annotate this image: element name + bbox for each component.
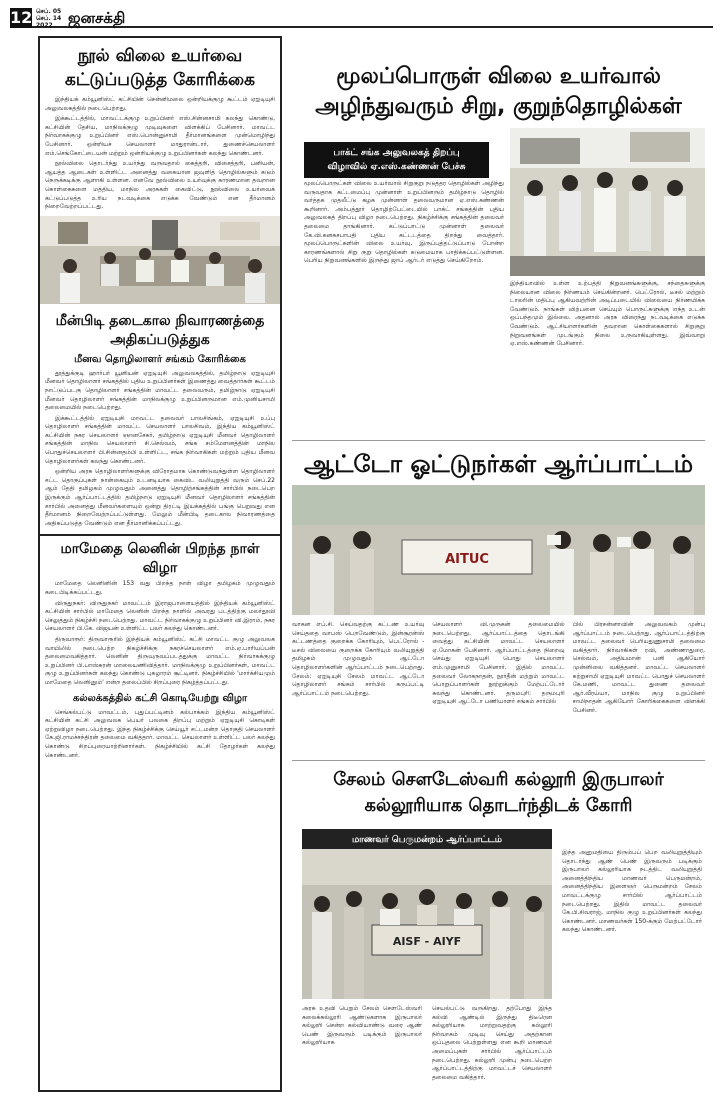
meeting-photo xyxy=(40,216,280,304)
divider xyxy=(40,534,280,536)
subheadline-tag: மாணவர் பெருமன்றம் ஆர்ப்பாட்டம் xyxy=(302,829,552,851)
svg-text:AITUC: AITUC xyxy=(445,552,489,567)
article-body: வாகன எப்.சி. செய்வதற்கு கட்டண உயர்வு செய்ததை வாபஸ் பெறவேண்டும், இன்சூரன்ஸ் கட்டணத்தை குறைக்க கோரியும், பெட்ரோல் - டீசல் விலையை குறைக்க கோரியும் வலியுறுத்தி தமிழகம் முழுவதும் ஆட்டோ தொழிலாளர்களின் ஆர்ப்பாட்டம் நடைபெற்றது. சேலம்: ஏஐடியுசி சேலம் மாவட்ட ஆட்டோ தொழிலாளர் சங்கம் சார்பில் கருப்பட்டி ஆர்ப்பாட்டம் நடைபெற்றது. செயலாளர் வி.முருகன் தலைமையில் நடைபெற்றது. ஆர்ப்பாட்டத்தை தொடங்கி வைத்து கட்சியின் மாவட்ட செயலாளர் ஏ.மோகன் பேசினார். ஆர்ப்பாட்டத்தை நிறைவு செய்து ஏஐடியுசி பொது செயலாளர் எம்.முனுசாமி பேசினார். இதில் மாவட்ட தலைவர் லோகநாதன், நூர்தீன் மற்றும் மாவட்ட பொறுப்பாளர்கள் நூற்றுக்கும் மேற்பட்டோர் கலந்து கொண்டனர். தருமபுரி: தருமபுரி ஏஐடியுசி ஆட்டோ பணியாளர் சங்கம் சார்பில் பில் பிரசன்னாவின் அலுவலகம் முன்பு ஆர்ப்பாட்டம் நடைபெற்றது. ஆர்ப்பாட்டத்திற்கு மாவட்ட தலைவர் பெரியதுணுசாமி தலைமை வகித்தார். நிர்வாகிகள் ரவி, அண்ணாதுரை, செல்வம், அதியமான் பனி ஆகியோர் முன்னிலை வகித்தனர். மாவட்ட செயலாளர் சுற்றுசாமி ஏஐடியுசி மாவட்ட பொதுச் செயலாளர் கே.மணி, மாவட்ட துணை தலைவர் ஆர்.வீரய்யா, மாநில குழு உறுப்பினர் சாமிநாதன் ஆகியோர் கோரிக்கைகளை விளக்கி பேசினர். xyxy=(292,621,705,714)
headline: மூலப்பொருள் விலை உயர்வால் அழிந்துவரும் சிறு, குறுந்தொழில்கள் xyxy=(315,64,682,119)
article-sowdeswari-college xyxy=(292,760,705,1090)
newspaper-name: ஜனசக்தி xyxy=(68,9,126,27)
headline: மீன்பிடி தடைகால நிவாரணத்தை அதிகப்படுத்துக xyxy=(55,312,265,348)
article-thread-price xyxy=(40,38,280,304)
page-number: 12 xyxy=(10,8,33,27)
article-body: செங்கல்பட்டு மாவட்டம், புதுப்பட்டினம் கல்பாக்கம் இந்திய கம்யூனிஸ்ட் கட்சியின் கட்சி அலுவலக பெயர் பலகை திறப்பு மற்றும் ஏஐடியுசி கொடிகள் ஏற்றுவிழா நடைபெற்றது. இந்த நிகழ்ச்சிக்கு செய்யூர் சட்டமன்ற தொகுதி செயலாளர் கே.ஜி.ராமச்சந்திரன் தலைமை வகித்தார். மாவட்ட செயலாளர் உள்ளிட்ட பலர் கலந்து கொண்டு சிறப்புரையாற்றினார்கள். நிகழ்ச்சியில் கட்சி தோழர்கள் கலந்து கொண்டனர். xyxy=(45,708,275,759)
article-auto-drivers-protest xyxy=(292,440,705,740)
article-body: இந்தியக் கம்யூனிஸ்ட் கட்சியின் சென்னிமலை ஒன்றியக்குழு கூட்டம் ஏஐடியுசி அலுவலகத்தில் நடைபெற்றது. இக்கூட்டத்தில், மாவட்டக்குழு உறுப்பினர் எஸ்.சின்னசாமி கலந்து கொண்டு, கட்சியின் தேசிய, மாநிலக்குழு முடிவுகளை விளக்கிப் பேசினார். மாவட்ட நிர்வாகக்குழு உறுப்பினர் எஸ்.பொன்னுசாமி தீர்மானங்களை முன்மொழிந்து பேசினார். ஒன்றியச் செயலாளர் மாதுரான்டார், துணைச்செயலாளர் எம்.செங்கோட்டையன் மற்றும் ஒன்றியக்குழு உறுப்பினர்கள் கலந்து கொண்டனர். நூல்விலை தொடர்ந்து உயர்ந்து வருவதால் கைத்தறி, விசைத்தறி, பனியன், ஆயத்த ஆடைகள் உள்ளிட்ட அனைத்து வகையான ஜவுளித் தொழில்களும் கடும் நெருக்கடிக்கு ஆளாகி உள்ளன. எனவே நூல்விலை உயர்வுக்கு காரணமான தவறான கொள்கைகளை மத்திய, மாநில அரசுகள் கைவிட்டு, நூல்விலை உயர்வைக் கட்டுப்படுத்த உரிய நடவடிக்கை எடுக்க வேண்டும் என தீர்மானம் நிறைவேற்றப்பட்டது. xyxy=(45,96,275,211)
headline: ஆட்டோ ஓட்டுநர்கள் ஆர்ப்பாட்டம் xyxy=(303,450,694,478)
headline: நூல் விலை உயர்வை கட்டுப்படுத்த கோரிக்கை xyxy=(64,46,255,90)
svg-text:AISF - AIYF: AISF - AIYF xyxy=(392,935,462,948)
subheadline: மீனவ தொழிலாளர் சங்கம் கோரிக்கை xyxy=(74,353,246,365)
article-body-col3: இந்த அனுமதியை திரும்பப் பெற வலியுறுத்தியும் தொடர்ந்து ஆண் பெண் இருவரும் படிக்கும் இருபாலர் கல்லூரியாக நடத்திட வலியுறுத்தி அனைத்திந்திய மாணவர் பெருமன்றம், அனைத்திந்திய இளைஞர் பெருமன்றம் சேலம் மாவட்டக்குழு சார்பில் ஆர்ப்பாட்டம் நடைபெற்றது. இதில் மாவட்ட தலைவர் கே.பி.சிவராஜ், மாநில குழு உறுப்பினர்கள் கலந்து கொண்டனர். மாணவர்கள் 150-க்கும் மேற்பட்டோர் கலந்து கொண்டனர். xyxy=(562,849,702,934)
left-column xyxy=(38,36,282,1092)
article-body: தூத்துக்குடி ஹார்பர் யூனியன் ஏஐடியுசி அலுவலகத்தில், தமிழ்நாடு ஏஐடியுசி மீனவர் தொழிலாளர் சங்கத்தில் புதிய உறுப்பினர்கள் இணைத்து வைத்தார்கள் கூட்டம் நாட்டுப்படகு தொழிலாளர் சங்கத்தின் மாவட்ட தலைவரும், தமிழ்நாடு ஏஐடியுசி மீனவர் தொழிலாளர் சங்கத்தின் மாநிலக்குழு உறுப்பினருமான எம்.முனியசாமி தலைமையில் நடைபெற்றது. இக்கூட்டத்தில் ஏஐடியுசி மாவட்ட தலைவர் பாலசிங்கம், ஏஐடியுசி உப்பு தொழிலாளர் சங்கத்தின் மாவட்ட செயலாளர் பாலசிவம், இந்திய கம்யூனிஸ்ட் கட்சியின் நகர செயலாளர் ஞானசேகர், தமிழ்நாடு ஏஐடியுசி மீனவர் தொழிலாளர் சங்கத்தின் மாநில செயலாளர் சி.செல்வம், சங்க சம்மேளனத்தின் மாநில பொதுச்செயலாளர் பி.சின்னதம்பி உள்ளிட்ட, சங்க நிர்வாகிகள் மற்றும் புதிய மீனவ தொழிலாளர்கள் கலந்து கொண்டனர். ஒன்றிய அரசு தொழிலாளர்களுக்கு விரோதமாக கொண்டுவந்துள்ள தொழிலாளர் சட்ட தொகுப்புகள் நான்கையும் உடனடியாக கைவிட வலியுறுத்தி வரும் செப்.22 ஆம் தேதி தமிழகம் முழுவதும் அனைத்து தொழிற்சங்கத்தின் சார்பில் நடைபெற இருக்கும் ஆர்ப்பாட்டத்தில் தமிழ்நாடு ஏஐடியுசி மீனவர் தொழிலாளர் சங்கத்தின் சார்பில் அனைத்து மீனவர்களையும் ஒன்று திரட்டி இயக்கத்தில் பங்கு பெறுவது என தீர்மானம் நிறைவேற்றப்பட்டுள்ளது. மேலும் மீன்பிடி தடைகால நிவாரணத்தை அதிகப்படுத்த வேண்டும் என தீர்மானிக்கப்பட்டது. xyxy=(45,369,275,527)
article-flag-hoisting xyxy=(40,690,280,761)
protest-photo xyxy=(292,485,705,615)
article-raw-material-price xyxy=(292,62,705,402)
subheadline-tag: பாக்ட் சங்க அலுவலகத் திறப்பு விழாவில் ஏ.எஸ்.கண்ணன் பேச்சு xyxy=(304,142,489,178)
article-body-col1: அரசு உதவி பெறும் சேலம் சௌடேஸ்வரி கலைக்கல்லூரி ஆண்டுகளாக இருபாலர் கல்லூரி சென்ற கல்வியாண்டு வரை ஆண் பெண் இருவரும் படிக்கும் இருபாலர் கல்லூரியாக xyxy=(302,1005,422,1047)
article-body-col3: இந்தியாவில் உள்ள உற்பத்தி நிறுவனங்களுக்கு, சந்தைகளுக்கு நிலையான விலை நிர்ணயம் செய்கின்றனர். பெட்ரோல், டீசல் மற்றும் டாலரின் மதிப்பு ஆகியவற்றின் அடிப்படையில் விலையை நிர்ணயிக்க வேண்டும். நாங்கள் விற்பனை செய்யும் பொருட்களுக்கு எந்த உடன் ஒப்பந்தமும் இல்லை. அதனால் அரசு விரைந்து நடவடிக்கை எடுக்க வேண்டும். ஆட்சியாளர்களின் தவறான கொள்கைகளால் சிறுகுறு நிறுவனங்கள் முடங்கும் நிலை உருவாகியுள்ளது. இவ்வாறு ஏ.எஸ்.கண்ணன் பேசினார். xyxy=(510,280,705,348)
article-lenin xyxy=(40,538,280,687)
headline: சேலம் சௌடேஸ்வரி கல்லூரி இருபாலர் கல்லூரியாக தொடர்ந்திடக் கோரி xyxy=(333,769,664,816)
article-fishermen xyxy=(40,304,280,529)
page-header xyxy=(10,8,713,28)
student-protest-photo xyxy=(302,849,552,999)
article-body-col2: செயல்பட்டு வருகிறது. தற்போது இந்த கல்வி ஆண்டில் இருந்து திடீரென கல்லூரியாக மாற்றுவதற்கு கல்லூரி நிர்வாகம் முடிவு செய்து அதற்கான ஒப்புதலை பெற்றுள்ளது என கூறி மாணவர் அமைப்புகள் சார்பில் ஆர்ப்பாட்டம் நடைபெற்றது. கல்லூரி முன்பு நடைபெற்ற ஆர்ப்பாட்டத்திற்கு மாவட்டச் செயலாளர் தலைமை வகித்தார். xyxy=(432,1005,552,1081)
headline: மாமேதை லெனின் பிறந்த நாள் விழா xyxy=(60,541,260,577)
article-body: மாமேதை லெனினின் 153 வது பிறந்த நாள் விழா தமிழகம் முழுவதும் கடைபிடிக்கப்பட்டது. விருதுநகர்: விருதுநகர் மாவட்டம் இராஜபாளையத்தில் இந்தியக் கம்யூனிஸ்ட் கட்சியின் சார்பில் மாமேதை லெனின் பிறந்த நாளில் அவரது படத்திற்கு மலர்தூவி செலுத்தும் நிகழ்ச்சி நடைபெற்றது. மாவட்ட நிர்வாகக்குழு உறுப்பினர் வி.இராம், நகர செயலாளர் பி.கே. விஜயன் உள்ளிட்ட பலர் கலந்து கொண்டனர். திருவாரூர்: திருவாரூரில் இந்தியக் கம்யூனிஸ்ட் கட்சி மாவட்ட குழு அலுவலக வாயிலில் நடைபெற்ற நிகழ்ச்சிக்கு நகரச்செயலாளர் எம்.ஏ.பாரியப்பன் தலைமைவகித்தார். லெனின் திருவுருவப்படத்துக்கு மாவட்ட நிர்வாகக்குழு உறுப்பினர் பி.பாஸ்கரன் மாலையணிவித்தார். மாநிலக்குழு உறுப்பினர்கள், மாவட்ட குழு உறுப்பினர்கள் கலந்து கொண்டு புகழாரம் சூட்டினர். நிகழ்ச்சியில் 'மார்க்சியமும் மாமேதை லெனினும்' என்ற தலைப்பில் சிறப்புரை நிகழ்த்தப்பட்டது. xyxy=(45,580,275,686)
issue-date: செப். 05 செப். 14 2022 xyxy=(36,8,62,29)
event-photo xyxy=(510,128,705,276)
article-body-col1: மூலப்பொருட்கள் விலை உயர்வால் சிறுகுறு நடுத்தர தொழில்கள் அழிந்து வருவதாக கட்டமைப்பு முன்னாள் உறுப்பினரும் தமிழ்நாடு தொழில் வர்த்தக முதலீட்டு கழக முன்னாள் தலைவருமான ஏ.எஸ்.கண்ணன் கூறினார். அம்பத்தூர் தொழிற்பேட்டையில் பாக்ட் சங்கத்தின் புதிய அலுவலகத் திறப்பு விழா நடைபெற்றது. நிகழ்ச்சிக்கு சங்கத்தின் தலைவர் தலைமை தாங்கினார். கட்டுப்பாட்டு முன்னாள் தலைவர் கே.வி.கனகசபாபதி புதிய கட்டடத்தை திறந்து வைத்தார். மூலப்பொருட்களின் விலை உயர்வு, இருப்புத்தட்டுப்பாடு போன்ற காரணங்களால் சிறு குறு தொழில்கள் கடுமையாக பாதிக்கப்பட்டுள்ளன. பெரிய நிறுவனங்களில் இருந்து ஜாப் ஆர்டர் எடுத்து செய்கிறோம். xyxy=(304,180,504,265)
headline: கல்லக்கத்தில் கட்சி கொடியேற்று விழா xyxy=(72,692,248,704)
